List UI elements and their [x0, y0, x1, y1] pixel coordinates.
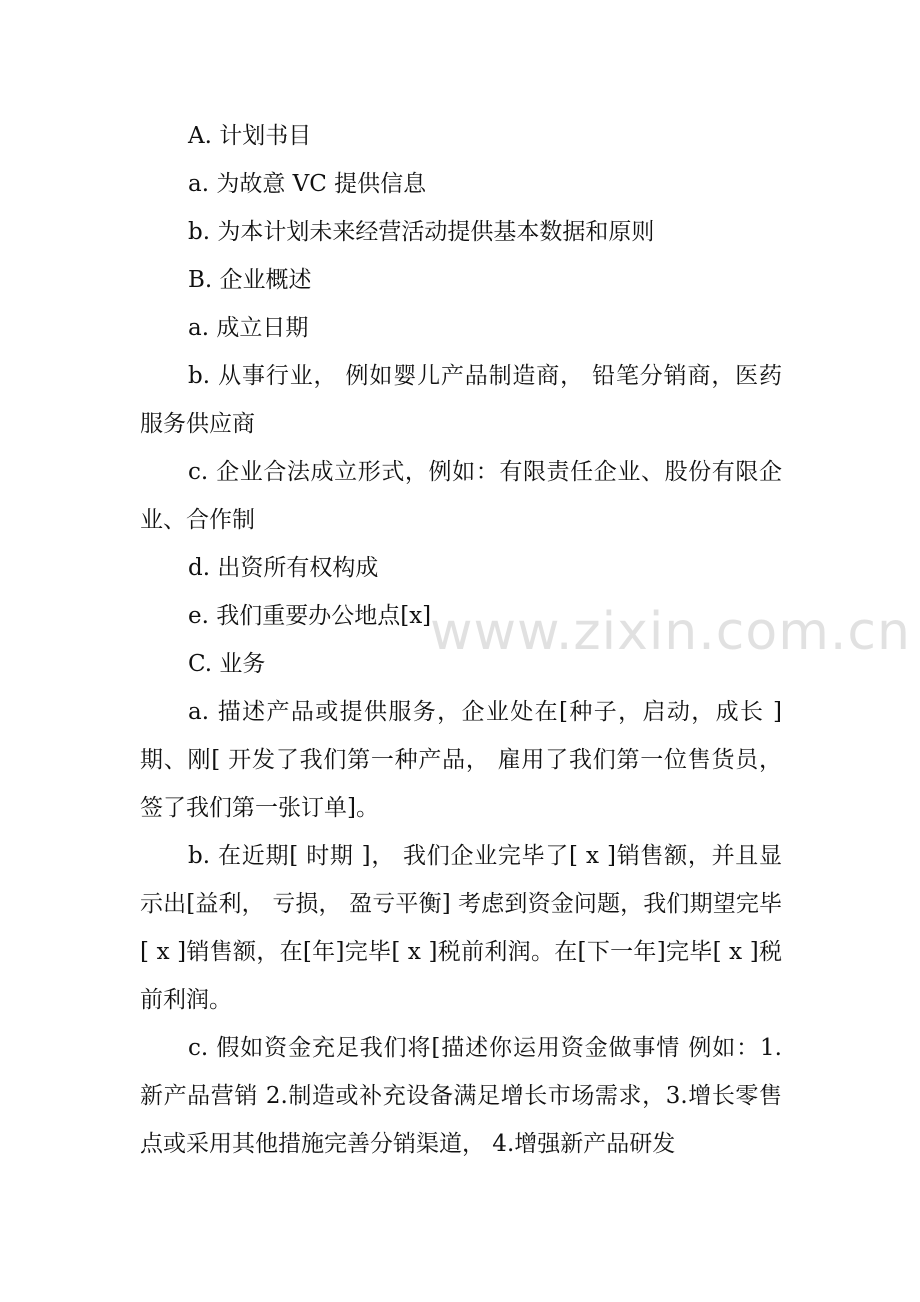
paragraph-b-a: a. 成立日期 [188, 315, 309, 341]
paragraph-b-e: e. 我们重要办公地点[x] [188, 603, 432, 629]
paragraph-b-c: c. 企业合法成立形式，例如：有限责任企业、股份有限企业、合作制 [140, 459, 782, 533]
watermark: www.zixin.com.cn [430, 602, 911, 662]
paragraph-c-b: b. 在近期[ 时期 ]， 我们企业完毕了[ x ]销售额，并且显示出[益利， 亏损， 盈亏平衡] 考虑到资金问题，我们期望完毕 [ x ]销售额，在[年]完毕[ x ]税前利润。在[下一年]完毕[ x ]税前利润。 [140, 843, 782, 1013]
paragraph-section-c-heading: C. 业务 [188, 651, 266, 677]
paragraph-b-b: b. 从事行业， 例如婴儿产品制造商， 铅笔分销商，医药服务供应商 [140, 363, 782, 437]
paragraph-c-a: a. 描述产品或提供服务，企业处在[种子，启动，成长 ]期、刚[ 开发了我们第一种产品， 雇用了我们第一位售货员， 签了我们第一张订单]。 [140, 699, 782, 821]
paragraph-section-b-heading: B. 企业概述 [188, 267, 312, 293]
document-body [140, 112, 782, 1168]
paragraph-a-a: a. 为故意 VC 提供信息 [188, 171, 427, 197]
paragraph-a-b: b. 为本计划未来经营活动提供基本数据和原则 [188, 219, 655, 245]
paragraph-section-a-heading: A. 计划书目 [188, 123, 312, 149]
paragraph-b-d: d. 出资所有权构成 [188, 555, 379, 581]
paragraph-c-c: c. 假如资金充足我们将[描述你运用资金做事情 例如：1.新产品营销 2.制造或补充设备满足增长市场需求，3.增长零售点或采用其他措施完善分销渠道， 4.增强新产品研发 [140, 1035, 782, 1157]
